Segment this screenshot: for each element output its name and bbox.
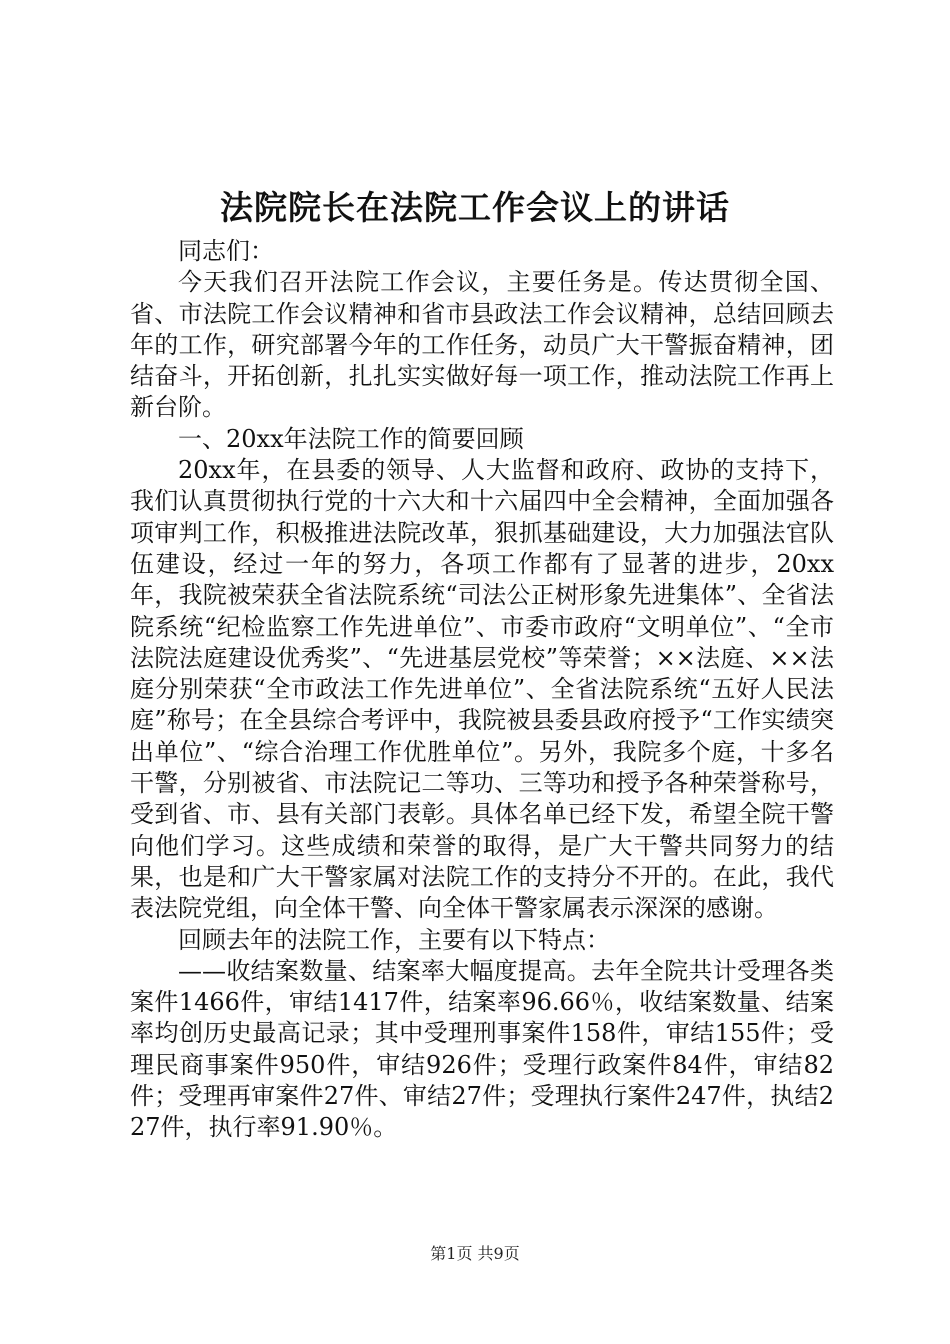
review-paragraph: 20xx年，在县委的领导、人大监督和政府、政协的支持下，我们认真贯彻执行党的十六大和十六届四中全会精神，全面加强各项审判工作，积极推进法院改革，狠抓基础建设，大力加强法官队伍建设，经过一年的努力，各项工作都有了显著的进步，20xx年，我院被荣获全省法院系统“司法公正树形象先进集体”、全省法院系统“纪检监察工作先进单位”、市委市政府“文明单位”、“全市法院法庭建设优秀奖”、“先进基层党校”等荣誉；××法庭、××法庭分别荣获“全市政法工作先进单位”、全省法院系统“五好人民法庭”称号；在全县综合考评中，我院被县委县政府授予“工作实绩突出单位”、“综合治理工作优胜单位”。另外，我院多个庭，十多名干警，分别被省、市法院记二等功、三等功和授予各种荣誉称号，受到省、市、县有关部门表彰。具体名单已经下发，希望全院干警向他们学习。这些成绩和荣誉的取得，是广大干警共同努力的结果，也是和广大干警家属对法院工作的支持分不开的。在此，我代表法院党组，向全体干警、向全体干警家属表示深深的感谢。: [130, 456, 834, 923]
features-intro-paragraph: 回顾去年的法院工作，主要有以下特点：: [178, 925, 610, 954]
document-title: 法院院长在法院工作会议上的讲话: [220, 188, 730, 227]
intro-paragraph: 今天我们召开法院工作会议，主要任务是。传达贯彻全国、省、市法院工作会议精神和省市县政法工作会议精神，总结回顾去年的工作，研究部署今年的工作任务，动员广大干警振奋精神，团结奋斗，开拓创新，扎扎实实做好每一项工作，推动法院工作再上新台阶。: [130, 268, 834, 422]
caseload-paragraph: ——收结案数量、结案率大幅度提高。去年全院共计受理各类案件1466件，审结1417件，结案率96.66％，收结案数量、结案率均创历史最高记录；其中受理刑事案件158件，审结155件；受理民商事案件950件，审结926件；受理行政案件84件，审结82件；受理再审案件27件、审结27件；受理执行案件247件，执结227件，执行率91.90％。: [130, 956, 834, 1142]
salutation-paragraph: 同志们：: [178, 237, 274, 265]
section-heading: 一、20xx年法院工作的简要回顾: [178, 424, 524, 453]
page-footer: 第1页 共9页: [430, 1244, 520, 1263]
document-body: [130, 236, 834, 1144]
